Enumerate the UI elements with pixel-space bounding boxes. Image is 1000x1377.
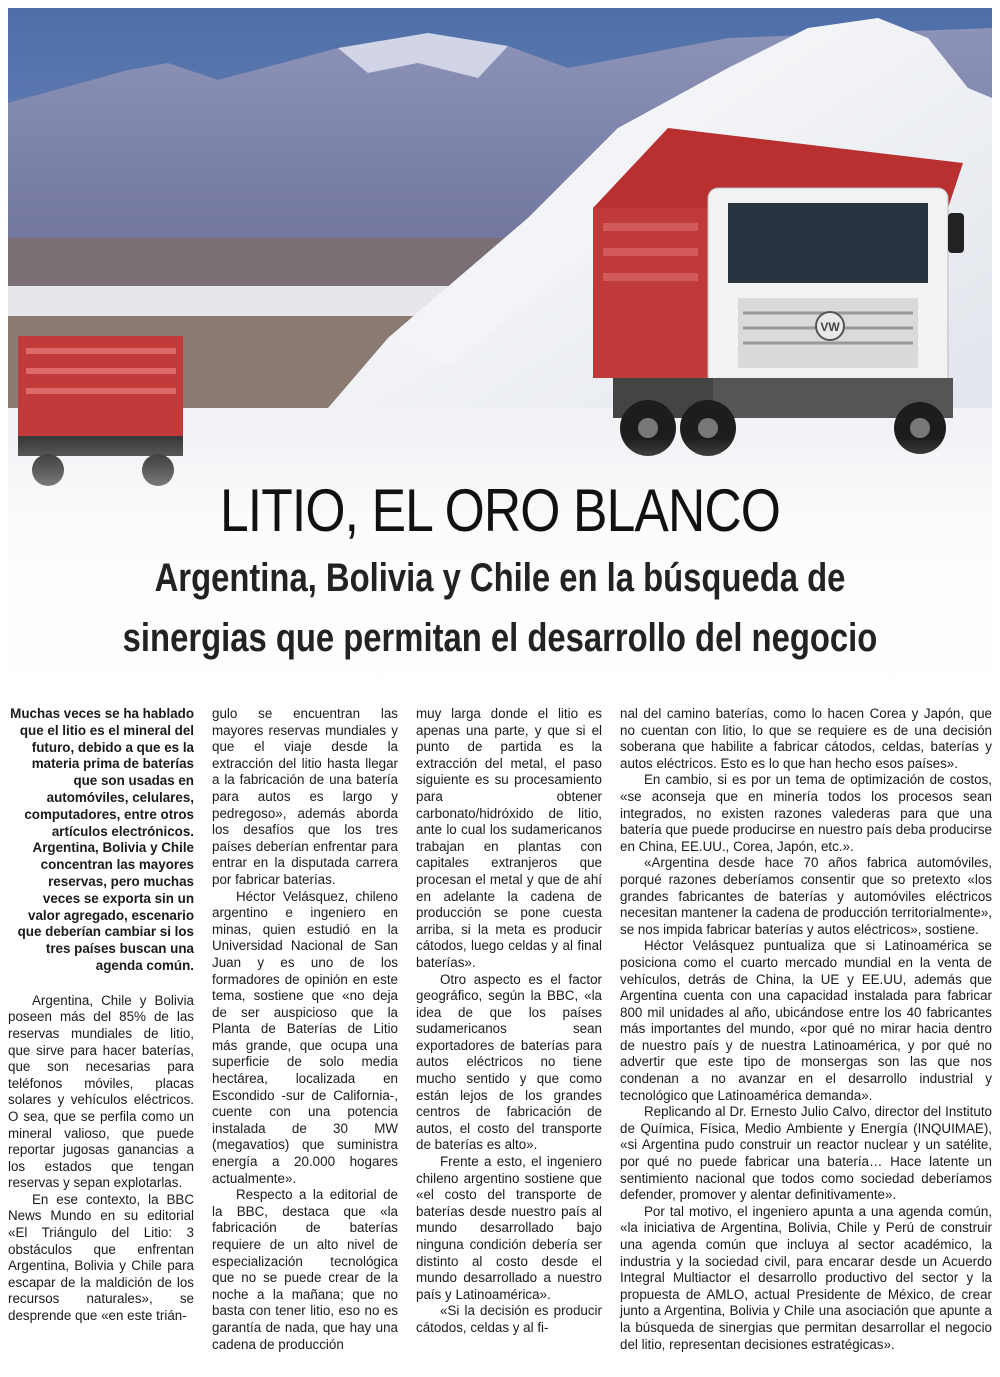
column-2 (212, 706, 398, 1370)
column-4 (620, 706, 992, 1370)
paragraph: Respecto a la editorial de la BBC, destaca que «la fabricación de baterías requiere de un alto nivel de especialización tecnológica que no se puede crear de la noche a la mañana; que no basta con tener litio, eso no es garantía de nada, que hay una cadena de producción (212, 1187, 398, 1352)
headline-block (8, 478, 992, 664)
paragraph: En ese contexto, la BBC News Mundo en su editorial «El Triángulo del Litio: 3 obstáculos que enfrentan Argentina, Bolivia y Chile para escapar de la maldición de los recursos naturales», se desprende que «en este trián- (8, 1191, 194, 1324)
paragraph: «Si la decisión es producir cátodos, celdas y al fi- (416, 1303, 602, 1335)
dump-truck (593, 128, 964, 456)
paragraph: En cambio, si es por un tema de optimización de costos, «se aconseja que en minería todos los procesos sean integrados, no existen razones valederas para que una batería que puede producirse en nuestro país deba producirse en China, EE.UU., Corea, Japón, etc.». (620, 772, 992, 854)
article-subtitle-line1: Argentina, Bolivia y Chile en la búsqueda de (154, 556, 846, 600)
column-3 (416, 706, 602, 1370)
paragraph: Por tal motivo, el ingeniero apunta a una agenda común, «la iniciativa de Argentina, Bolivia, Chile y Perú de construir una agenda común que incluya al sector académico, la industria y la sociedad civil, para encarar desde un Acuerdo Integral Multiactor el desarrollo productivo del sector y la propuesta de AMLO, actual Presidente de México, de crear junto a Argentina, Bolivia y Chile una asociación que apunte a la búsqueda de sinergias que permitan desarrollar el negocio del litio, representan decisiones estratégicas». (620, 1203, 992, 1352)
article-title: LITIO, EL ORO BLANCO (219, 477, 781, 544)
paragraph: Frente a esto, el ingeniero chileno argentino sostiene que «el costo del transporte de baterías desde nuestro país al mundo desarrollado bajo ninguna condición debería ser distinto al costo desde el mundo desarrollado a nuestro país y Latinoamérica». (416, 1154, 602, 1302)
paragraph: Héctor Velásquez puntualiza que si Latinoamérica se posiciona como el cuarto mercado mundial en la venta de vehículos, detrás de China, la UE y EE.UU, además que Argentina cuenta con una capacidad instalada para fabricar 800 mil unidades al año, ubicándose entre los 40 fabricantes más importantes del mundo, «por qué no mirar hacia dentro de nuestro país y de nuestra Latinoamérica, y por qué no advertir que este tipo de monsergas son las que nos condenan a no avanzar en el desarrollo industrial y tecnológico que Latinoamérica demanda». (620, 938, 992, 1103)
article-lead: Muchas veces se ha hablado que el litio es el mineral del futuro, debido a que es la materia prima de baterías que son usadas en automóviles, celulares, computadores, entre otros artículos electrónicos. Argentina, Bolivia y Chile concentran las mayores reservas, pero muchas veces se exporta sin un valor agregado, escenario que deberían cambiar si los tres países buscan una agenda común. (10, 706, 194, 973)
paragraph: Replicando al Dr. Ernesto Julio Calvo, director del Instituto de Química, Física, Medio Ambiente y Energía (INQUIMAE), «si Argentina pudo construir un reactor nuclear y un satélite, por qué no puede fabricar una batería… Hace latente un sentimiento nacional que todos como sociedad deberíamos defender, promover y alentar definitivamente». (620, 1104, 992, 1203)
article-body (8, 706, 992, 1370)
paragraph: Argentina, Chile y Bolivia poseen más del 85% de las reservas mundiales de litio, que sirve para hacer baterías, que son necesarias para teléfonos móviles, placas solares y vehículos eléctricos. O sea, que se perfila como un mineral valioso, que puede reportar jugosas ganancias a los estados que tengan reservas y sepan explotarlas. (8, 992, 194, 1191)
article-subtitle-line2: sinergias que permitan el desarrollo del negocio (122, 616, 878, 660)
paragraph: gulo se encuentran las mayores reservas mundiales y que el viaje desde la extracción del litio hasta llegar a la fabricación de una batería para autos es largo y pedregoso», además aborda los desafíos que los tres países deberían enfrentar para entrar en la disputada carrera por fabricar baterías. (212, 706, 398, 887)
paragraph: Héctor Velásquez, chileno argentino e ingeniero en minas, quien estudió en la Universidad Nacional de San Juan y es uno de los formadores de opinión en este tema, sostiene que «no deja de ser auspicioso que la Planta de Baterías de Litio más grande, que ocupa una superficie de solo media hectárea, localizada en Escondido -sur de California-, cuente con una potencia instalada de 30 MW (megavatios) que suministra energía a 20.000 hogares actualmente». (212, 888, 398, 1186)
paragraph: nal del camino baterías, como lo hacen Corea y Japón, que no cuentan con litio, lo que se requiere es de una decisión soberana que habilite a fabricar cátodos, celdas, baterías y autos eléctricos. Esto es lo que han hecho esos países». (620, 706, 992, 771)
paragraph: «Argentina desde hace 70 años fabrica automóviles, porqué razones deberíamos consentir que so pretexto «los grandes fabricantes de baterías y automóviles eléctricos necesitan mantener la cadena de producción territorialmente», se nos impida fabricar baterías y autos eléctricos», sostiene. (620, 855, 992, 937)
truck-logo: VW (820, 320, 840, 334)
column-1 (8, 706, 194, 1370)
paragraph: Otro aspecto es el factor geográfico, según la BBC, «la idea de que los países sudamericanos sean exportadores de baterías para autos eléctricos no tiene mucho sentido y que como están lejos de los grandes centros de fabricación de autos, el costo del transporte de baterías es alto». (416, 971, 602, 1153)
paragraph: muy larga donde el litio es apenas una parte, y que si el punto de partida es la extracción del metal, el paso siguiente es su procesamiento para obtener carbonato/hidróxido de litio, ante lo cual los sudamericanos trabajan en plantas con capitales extranjeros que procesan el metal y que de ahí en adelante la cadena de producción se pone cuesta arriba, si la meta es producir cátodos, luego celdas y al final baterías». (416, 706, 602, 970)
